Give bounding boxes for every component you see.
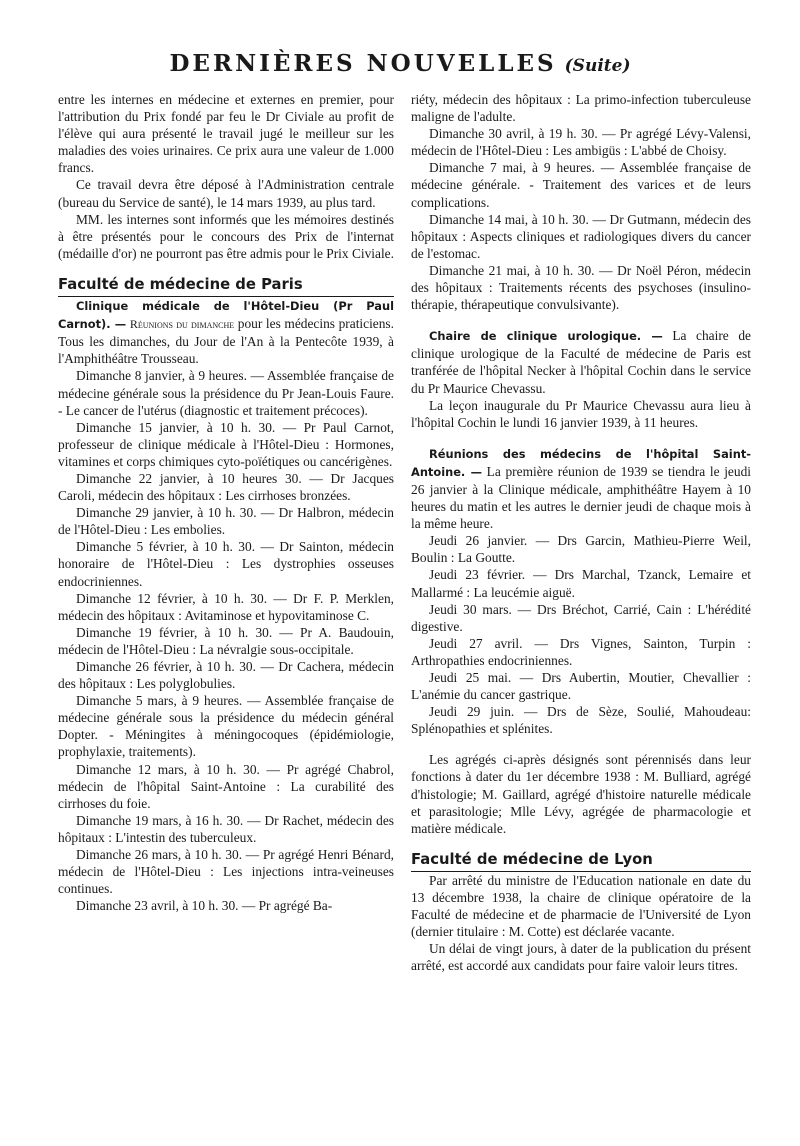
lecture-entry: Dimanche 21 mai, à 10 h. 30. — Dr Noël Péron, médecin des hôpitaux : Traitements récents des psychoses (insulino-thérapie, thérapeutique convulsivante). [411, 262, 751, 313]
lecture-entry: Dimanche 14 mai, à 10 h. 30. — Dr Gutmann, médecin des hôpitaux : Aspects cliniques et radiologiques divers du cancer de l'estomac. [411, 211, 751, 261]
intro-paragraph: Ce travail devra être déposé à l'Administration centrale (bureau du Service de santé), le 14 mars 1939, au plus tard. [58, 177, 394, 210]
lecture-entry: Dimanche 29 janvier, à 10 h. 30. — Dr Halbron, médecin de l'Hôtel-Dieu : Les embolies. [58, 505, 394, 538]
lyon-paragraph: Un délai de vingt jours, à dater de la publication du présent arrêté, est accordé aux candidats pour faire valoir leurs titres. [411, 941, 751, 974]
section-title-paris: Faculté de médecine de Paris [58, 276, 394, 297]
reunions-text: pour les médecins praticiens. Tous les dimanches, du Jour de l'An à la Pentecôte 1939, à l'Amphithéâtre Trousseau. [58, 316, 394, 367]
saint-antoine-text: La première réunion de 1939 se tiendra le jeudi 26 janvier à la Clinique médicale, amphithéâtre Hayem à 10 heures du matin et les autres le dernier jeudi de chaque mois à la même heure. [411, 463, 751, 532]
page-title [0, 50, 800, 77]
lyon-paragraph: Par arrêté du ministre de l'Education nationale en date du 13 décembre 1938, la chaire de clinique opératoire de la Faculté de médecine et de pharmacie de l'Université de Lyon (dernier titulaire : M. Cotte) est déclarée vacante. [411, 872, 751, 940]
jeudi-entry: Jeudi 25 mai. — Drs Aubertin, Moutier, Chevallier : L'anémie du cancer gastrique. [411, 670, 751, 703]
chaire-text: La chaire de clinique urologique de la Faculté de médecine de Paris est tranférée de l'hôpital Necker à l'hôpital Cochin dans le service du Pr Maurice Chevassu. [411, 328, 751, 396]
clinique-lead: Clinique médicale de l'Hôtel-Dieu (Pr Paul Carnot). — [58, 299, 394, 332]
lecture-entry: riéty, médecin des hôpitaux : La primo-infection tuberculeuse maligne de l'adulte. [411, 92, 751, 125]
chaire-lead: Chaire de clinique urologique. — [429, 329, 663, 344]
left-column [58, 91, 394, 914]
lecture-entry: Dimanche 26 mars, à 10 h. 30. — Pr agrégé Henri Bénard, médecin de l'Hôtel-Dieu : Les injections intra-veineuses continues. [58, 847, 394, 897]
lecture-entry: Dimanche 19 mars, à 16 h. 30. — Dr Rachet, médecin des hôpitaux : L'intestin des tuberculeux. [58, 812, 394, 845]
lecture-entry: Dimanche 23 avril, à 10 h. 30. — Pr agrégé Ba- [76, 898, 333, 914]
jeudi-entry: Jeudi 26 janvier. — Drs Garcin, Mathieu-Pierre Weil, Boulin : La Goutte. [411, 533, 751, 566]
intro-paragraph: MM. les internes sont informés que les mémoires destinés à être présentés pour le concours des Prix de l'internat (médaille d'or) ne pourront pas être admis pour le Prix Civiale. [58, 211, 394, 261]
lecture-entry: Dimanche 8 janvier, à 9 heures. — Assemblée française de médecine générale sous la présidence du Pr Jean-Louis Faure. - Le cancer de l'utérus (diagnostic et traitement précoces). [58, 368, 394, 418]
jeudi-entry: Jeudi 23 février. — Drs Marchal, Tzanck, Lemaire et Mallarmé : La leucémie aiguë. [411, 567, 751, 600]
lecture-entry: Dimanche 15 janvier, à 10 h. 30. — Pr Paul Carnot, professeur de clinique médicale à l'Hôtel-Dieu : Hormones, vitamines et corps chimiques cyto-poïétiques ou cancérigènes. [58, 419, 394, 469]
right-column [411, 91, 751, 975]
chaire-paragraph [411, 327, 751, 396]
lecture-entry: Dimanche 26 février, à 10 h. 30. — Dr Cachera, médecin des hôpitaux : Les polyglobulies. [58, 659, 394, 692]
section-title-lyon: Faculté de médecine de Lyon [411, 851, 751, 872]
lecture-entry: Dimanche 5 février, à 10 h. 30. — Dr Sainton, médecin honoraire de l'Hôtel-Dieu : Les dystrophies osseuses endocriniennes. [58, 539, 394, 589]
reunions-label: Réunions du dimanche [129, 317, 235, 332]
saint-antoine-paragraph [411, 445, 751, 532]
jeudi-entry: Jeudi 30 mars. — Drs Bréchot, Carrié, Cain : L'hérédité digestive. [411, 601, 751, 634]
lecture-entry: Dimanche 7 mai, à 9 heures. — Assemblée française de médecine générale. - Traitement des varices et de leurs complications. [411, 160, 751, 210]
saint-antoine-lead: Réunions des médecins de l'hôpital Saint-Antoine. — [411, 446, 751, 479]
lecon-paragraph: La leçon inaugurale du Pr Maurice Chevassu aura lieu à l'hôpital Cochin le lundi 16 janvier 1939, à 11 heures. [411, 397, 751, 430]
clinique-paragraph [58, 297, 394, 367]
jeudi-entry: Jeudi 29 juin. — Drs de Sèze, Soulié, Mahoudeau: Splénopathies et splénites. [411, 704, 751, 737]
intro-paragraph: entre les internes en médecine et externes en premier, pour l'attribution du Prix fondé par feu le Dr Civiale au profit de l'élève qui aura présenté le travail jugé le meilleur sur les maladies des voies urinaires. Ce prix aura une valeur de 1.000 francs. [58, 92, 394, 176]
lecture-entry: Dimanche 30 avril, à 19 h. 30. — Pr agrégé Lévy-Valensi, médecin de l'Hôtel-Dieu : Les ambigüs : L'abbé de Choisy. [411, 126, 751, 159]
lecture-entry: Dimanche 19 février, à 10 h. 30. — Pr A. Baudouin, médecin de l'Hôtel-Dieu : La névralgie sous-occipitale. [58, 624, 394, 657]
page-title-text: DERNIÈRES NOUVELLES [169, 50, 557, 77]
lecture-entry: Dimanche 5 mars, à 9 heures. — Assemblée française de médecine générale sous la présidence du médecin général Dopter. - Méningites à méningocoques (épidémiologie, prophylaxie, traitements). [58, 693, 394, 760]
lecture-entry: Dimanche 22 janvier, à 10 heures 30. — Dr Jacques Caroli, médecin des hôpitaux : Les cirrhoses bronzées. [58, 470, 394, 504]
page-title-suite: (Suite) [564, 56, 631, 76]
agreges-paragraph: Les agrégés ci-après désignés sont pérennisés dans leur fonctions à dater du 1er décembre 1938 : M. Bulliard, agrégé d'histologie; M. Gaillard, agrégé d'histoire naturelle médicale et parasitologie; Mlle Lévy, agrégée de pharmacologie et matière médicale. [411, 752, 751, 836]
lecture-entry: Dimanche 12 février, à 10 h. 30. — Dr F. P. Merklen, médecin des hôpitaux : Avitaminose et hypovitaminose C. [58, 590, 394, 623]
jeudi-entry: Jeudi 27 avril. — Drs Vignes, Sainton, Turpin : Arthropathies endocriniennes. [411, 635, 751, 668]
lecture-entry: Dimanche 12 mars, à 10 h. 30. — Pr agrégé Chabrol, médecin de l'hôpital Saint-Antoine : La curabilité des cirrhoses du foie. [58, 761, 394, 811]
